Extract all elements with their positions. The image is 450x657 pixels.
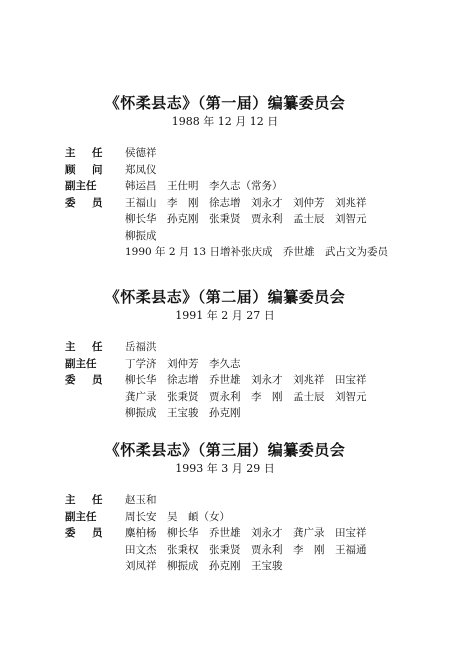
roster-row xyxy=(0,372,450,422)
committee-title: 《怀柔县志》（第三届）编纂委员会 xyxy=(104,441,346,459)
committee-3 xyxy=(0,441,450,575)
member-line: 赵玉和 xyxy=(125,494,157,506)
roster-row xyxy=(0,509,450,526)
member-line: 柳长华 孙克刚 张秉贤 贾永利 孟士辰 刘智元 xyxy=(125,213,367,225)
role-label: 副主任 xyxy=(65,510,97,523)
committee-date: 1988 年 12 月 12 日 xyxy=(171,115,279,128)
role-label: 主 任 xyxy=(65,494,106,506)
member-line: 柳振成 王宝骏 孙克刚 xyxy=(125,407,241,419)
committee-1 xyxy=(0,94,450,261)
role-label: 副主任 xyxy=(65,180,97,192)
member-line: 麋柏杨 柳长华 乔世雄 刘永才 龚广录 田宝祥 xyxy=(125,527,367,539)
committee-roster xyxy=(0,492,450,575)
role-label: 委 员 xyxy=(65,527,106,539)
committee-roster xyxy=(0,339,450,422)
member-line: 柳振成 xyxy=(125,229,157,242)
member-line: 柳长华 徐志增 乔世雄 刘永才 刘兆祥 田宝祥 xyxy=(125,374,367,386)
committee-date: 1991 年 2 月 27 日 xyxy=(175,309,275,322)
member-line: 丁学济 刘仲芳 李久志 xyxy=(125,357,241,370)
member-line: 刘凤祥 柳振成 孙克刚 王宝骏 xyxy=(125,560,283,572)
committee-date: 1993 年 3 月 29 日 xyxy=(175,462,275,475)
roster-row xyxy=(0,339,450,356)
role-label: 顾 问 xyxy=(65,163,106,176)
role-label: 主 任 xyxy=(65,341,106,353)
roster-row xyxy=(0,195,450,261)
member-line: 侯德祥 xyxy=(125,147,157,159)
role-label: 委 员 xyxy=(65,196,106,209)
role-label: 副主任 xyxy=(65,357,97,370)
roster-row xyxy=(0,178,450,195)
member-line: 岳福洪 xyxy=(125,341,157,353)
role-label: 主 任 xyxy=(65,147,106,159)
member-line: 韩运昌 王仕明 李久志（常务） xyxy=(125,180,283,192)
role-label: 委 员 xyxy=(65,374,106,386)
member-line: 周长安 吴 頔（女） xyxy=(125,510,230,523)
roster-row xyxy=(0,492,450,509)
roster-row xyxy=(0,162,450,179)
roster-row xyxy=(0,525,450,575)
committee-title: 《怀柔县志》（第一届）编纂委员会 xyxy=(104,94,346,112)
member-line: 田文杰 张秉权 张秉贤 贾永利 李 刚 王福通 xyxy=(125,543,367,556)
roster-row xyxy=(0,356,450,373)
member-line: 龚广录 张秉贤 贾永利 李 刚 孟士辰 刘智元 xyxy=(125,390,367,403)
committee-2 xyxy=(0,288,450,422)
member-line: 1990 年 2 月 13 日增补张庆成 乔世雄 武占文为委员 xyxy=(125,246,388,258)
roster-row xyxy=(0,145,450,162)
member-line: 郑凤仪 xyxy=(125,163,157,176)
committee-title: 《怀柔县志》（第二届）编纂委员会 xyxy=(104,288,346,306)
committee-roster xyxy=(0,145,450,261)
member-line: 王福山 李 刚 徐志增 刘永才 刘仲芳 刘兆祥 xyxy=(125,196,367,209)
